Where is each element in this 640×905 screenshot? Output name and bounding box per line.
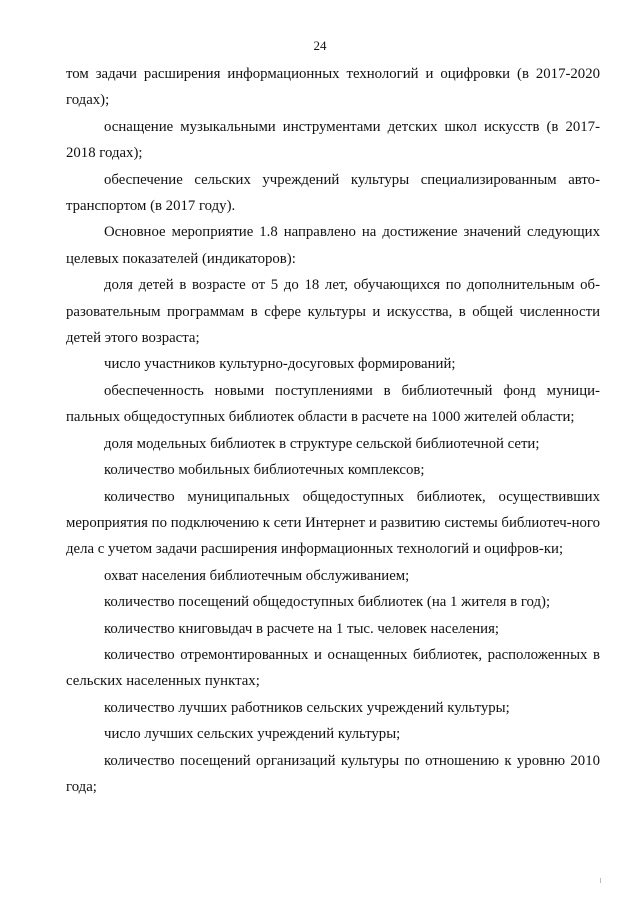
paragraph: количество отремонтированных и оснащенных библиотек, расположенных в сельских населенных пунктах; <box>66 646 600 690</box>
paragraph: число лучших сельских учреждений культуры; <box>104 726 401 743</box>
paragraph: количество лучших работников сельских учреждений культуры; <box>104 699 510 716</box>
paragraph: число участников культурно-досуговых формирований; <box>104 356 456 373</box>
paragraph: охват населения библиотечным обслуживанием; <box>104 567 410 584</box>
paragraph: количество посещений организаций культуры по отношению к уровню 2010 года; <box>66 752 600 795</box>
paragraph: количество посещений общедоступных библиотек (на 1 жителя в год); <box>104 594 551 611</box>
page-number: 24 <box>313 38 327 53</box>
paragraph: доля модельных библиотек в структуре сельской библиотечной сети; <box>104 435 540 452</box>
paragraph: количество муниципальных общедоступных библиотек, осуществивших мероприятия по подключению к сети Интернет и развитию системы библиотеч-ного дела с учетом задачи расширения информационных технологий и оцифров-ки; <box>66 488 600 558</box>
scan-mark <box>600 878 601 883</box>
paragraph: оснащение музыкальными инструментами детских школ искусств (в 2017-2018 годах); <box>66 118 600 162</box>
paragraph: обеспеченность новыми поступлениями в библиотечный фонд муници-пальных общедоступных библиотек области в расчете на 1000 жителей области; <box>66 382 600 426</box>
document-body <box>66 61 600 800</box>
paragraph: количество книговыдач в расчете на 1 тыс. человек населения; <box>104 620 500 637</box>
paragraph: доля детей в возрасте от 5 до 18 лет, обучающихся по дополнительным об-разовательным программам в сфере культуры и искусства, в общей численности детей этого возраста; <box>66 277 600 347</box>
paragraph: обеспечение сельских учреждений культуры специализированным авто-транспортом (в 2017 году). <box>66 171 600 215</box>
paragraph: Основное мероприятие 1.8 направлено на достижение значений следующих целевых показателей (индикаторов): <box>66 224 600 267</box>
paragraph: количество мобильных библиотечных комплексов; <box>104 462 425 479</box>
paragraph: том задачи расширения информационных технологий и оцифровки (в 2017-2020 годах); <box>66 66 600 109</box>
